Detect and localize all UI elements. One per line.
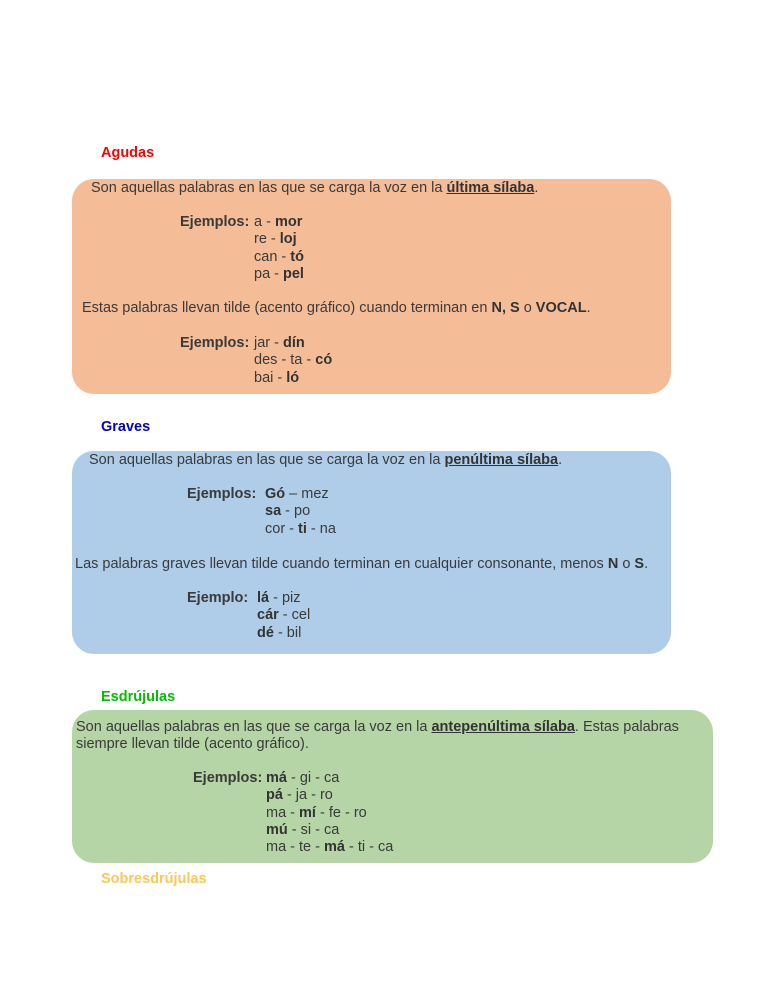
syllable: - ja - ro [282, 787, 333, 804]
stressed-syllable: sa [265, 503, 282, 520]
example-word [254, 335, 305, 352]
example-word [265, 503, 310, 520]
key-term: antepenúltima sílaba [431, 719, 575, 735]
rule-letter-s: S [634, 556, 645, 572]
syllable: des - ta - [254, 352, 316, 369]
syllable: - ti - ca [344, 839, 394, 856]
example-word [266, 805, 367, 822]
agudas-examples-label: Ejemplos: [180, 214, 250, 230]
syllable: re - [254, 231, 280, 248]
rule-text: Estas palabras llevan tilde (acento gráfico) cuando terminan en [82, 300, 492, 316]
example-word [266, 822, 339, 839]
stressed-syllable: lá [257, 590, 270, 606]
example-word [257, 607, 310, 624]
rule-letter-n: N [607, 556, 619, 572]
stressed-syllable: dé [257, 624, 274, 641]
syllable: jar - [254, 335, 283, 351]
graves-rule [75, 556, 648, 573]
agudas-examples2-label: Ejemplos: [180, 335, 250, 351]
syllable: - si - ca [287, 821, 340, 838]
example-word [254, 370, 299, 387]
rule-conj: o [519, 300, 536, 316]
esdrujulas-definition [76, 719, 679, 736]
stressed-syllable: má [266, 770, 287, 786]
stressed-syllable: có [315, 352, 333, 369]
syllable: cor - [265, 520, 299, 537]
definition-text: Son aquellas palabras en las que se carga la voz en la [89, 452, 445, 468]
syllable: can - [254, 248, 291, 265]
esdrujulas-definition-line2: siempre llevan tilde (acento gráfico). [76, 736, 309, 752]
example-word [257, 625, 301, 642]
example-word [257, 590, 301, 607]
rule-end: . [644, 556, 649, 572]
example-word [265, 521, 336, 538]
example-word [265, 486, 329, 503]
stressed-syllable: dín [283, 335, 305, 351]
stressed-syllable: ló [286, 369, 300, 386]
rule-conj: o [618, 556, 635, 572]
definition-end: . Estas palabras [574, 719, 679, 735]
example-word [254, 231, 297, 248]
stressed-syllable: Gó [265, 486, 286, 502]
graves-examples2-label: Ejemplo: [187, 590, 249, 606]
syllable: ma - te - [266, 839, 325, 856]
stressed-syllable: cár [257, 607, 279, 624]
syllable: a - [254, 214, 275, 230]
esdrujulas-examples-label: Ejemplos: [193, 770, 263, 786]
rule-vocal: VOCAL [535, 300, 587, 316]
stressed-syllable: ti [298, 520, 307, 537]
definition-end: . [558, 452, 563, 468]
syllable: ma - [266, 804, 300, 821]
example-word [266, 770, 339, 787]
syllable: - piz [269, 590, 301, 606]
example-word [266, 839, 393, 856]
stressed-syllable: mí [299, 804, 316, 821]
esdrujulas-heading: Esdrújulas [101, 689, 176, 705]
graves-examples-label: Ejemplos: [187, 486, 257, 502]
definition-end: . [534, 180, 539, 196]
example-word [254, 249, 304, 266]
definition-text: Son aquellas palabras en las que se carga la voz en la [91, 180, 447, 196]
syllable: - na [306, 520, 336, 537]
agudas-rule [82, 300, 591, 317]
key-term: penúltima sílaba [444, 452, 559, 468]
agudas-definition [91, 180, 538, 197]
agudas-box [72, 179, 671, 394]
rule-text: Las palabras graves llevan tilde cuando terminan en cualquier consonante, menos [75, 556, 608, 572]
definition-text: Son aquellas palabras en las que se carga la voz en la [76, 719, 432, 735]
stressed-syllable: tó [290, 248, 304, 265]
example-word [266, 787, 333, 804]
syllable: - gi - ca [286, 770, 340, 786]
syllable: - cel [278, 607, 311, 624]
syllable: - po [281, 503, 311, 520]
graves-definition [89, 452, 562, 469]
graves-heading: Graves [101, 419, 151, 435]
key-term: última sílaba [446, 180, 535, 196]
sobresdrujulas-heading: Sobresdrújulas [101, 871, 207, 887]
stressed-syllable: má [324, 839, 345, 856]
syllable: bai - [254, 369, 287, 386]
agudas-heading: Agudas [101, 145, 155, 161]
example-word [254, 266, 304, 283]
graves-box [72, 451, 671, 654]
example-word [254, 352, 332, 369]
rule-end: . [586, 300, 591, 316]
stressed-syllable: pel [283, 265, 304, 282]
syllable: - bil [273, 624, 302, 641]
rule-letters: N, S [491, 300, 520, 316]
syllable: pa - [254, 265, 284, 282]
stressed-syllable: loj [279, 231, 297, 248]
stressed-syllable: pá [266, 787, 283, 804]
example-word [254, 214, 302, 231]
syllable: – mez [285, 486, 329, 502]
stressed-syllable: mú [266, 821, 288, 838]
syllable: - fe - ro [315, 804, 367, 821]
stressed-syllable: mor [274, 214, 303, 230]
